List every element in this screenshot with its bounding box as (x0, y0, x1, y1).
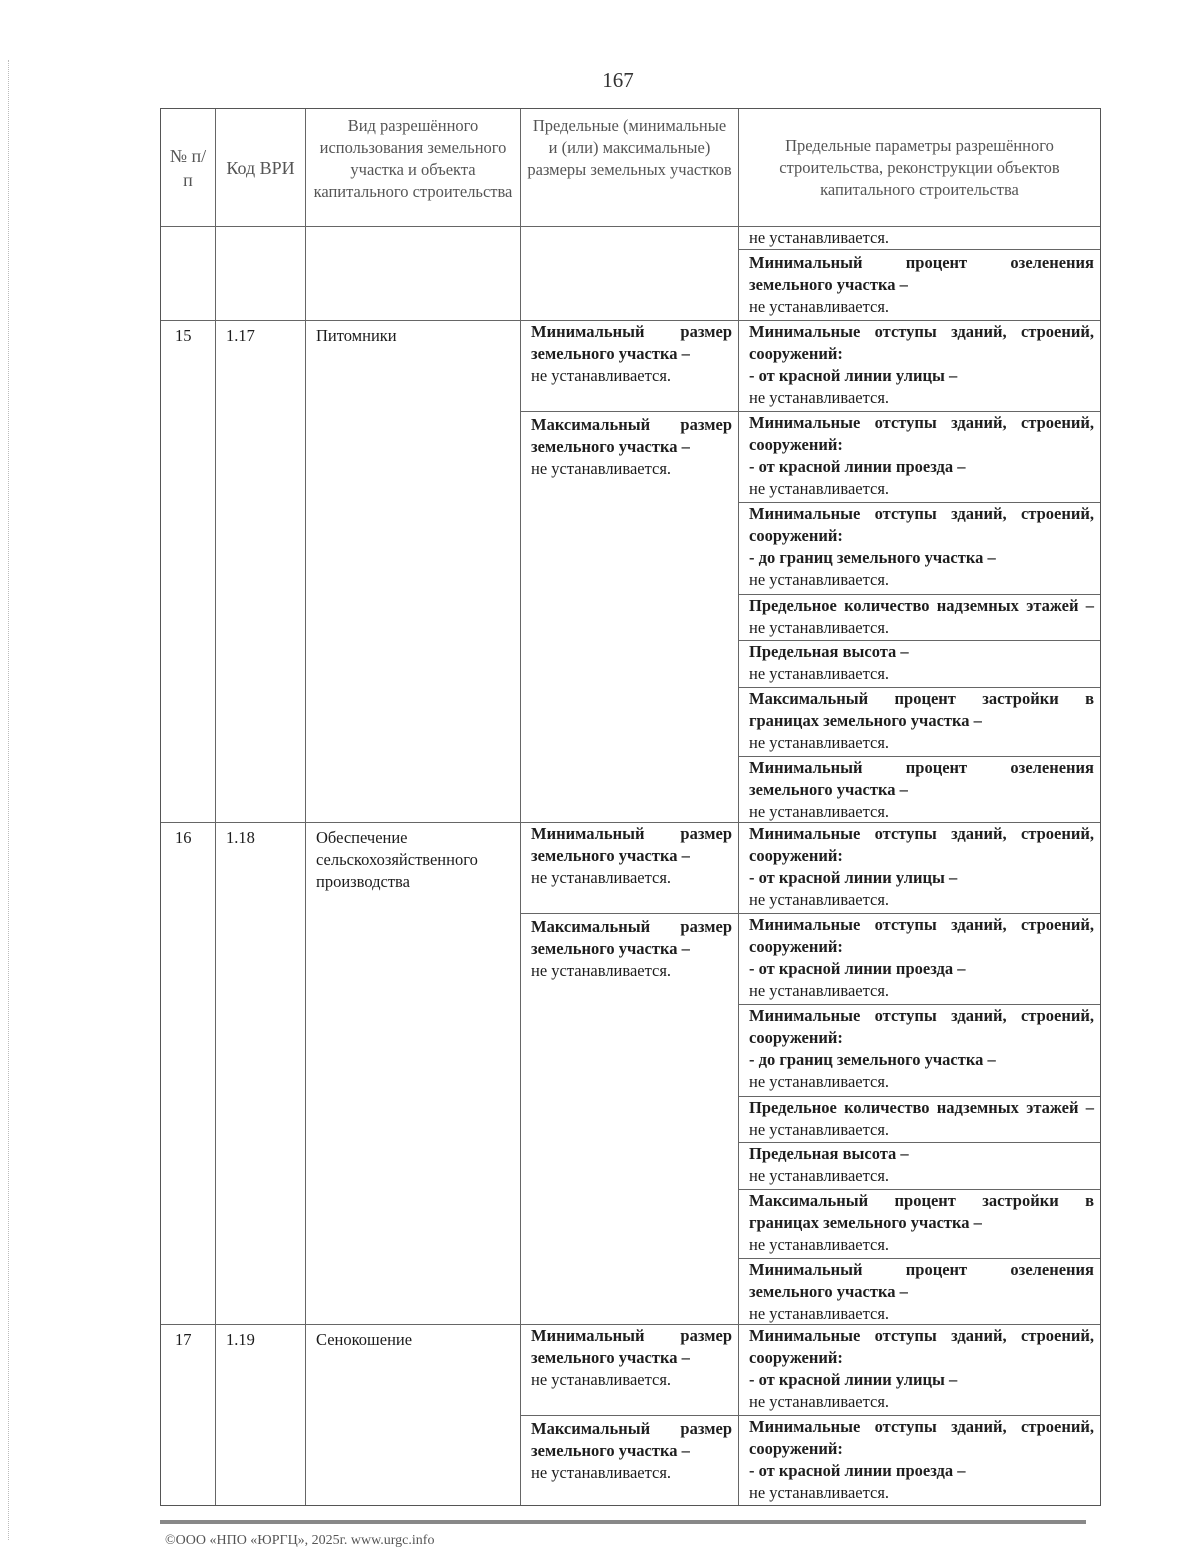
row-15-param-6 (739, 688, 1100, 757)
row-17-min-size-value: не устанавливается. (531, 1370, 672, 1389)
row-16-param-1 (739, 823, 1100, 914)
row-16-params-cell (739, 823, 1100, 1325)
header-code: Код ВРИ (216, 109, 306, 227)
row-16-param-6-label: Максимальный процент застройки в границах земельного участка – (749, 1191, 1094, 1232)
row-16-param-4-label: Предельное количество надземных этажей – (749, 1098, 1094, 1117)
footer-copyright: ©ООО «НПО «ЮРГЦ», 2025г. www.urgc.info (165, 1533, 435, 1548)
row-16-code: 1.18 (216, 823, 306, 1325)
header-params: Предельные параметры разрешённого строительства, реконструкции объектов капитального строительства (739, 109, 1100, 227)
row-16-param-6 (739, 1190, 1100, 1259)
header-size: Предельные (минимальные и (или) максимальные) размеры земельных участков (521, 109, 739, 227)
row-15-param-3-value: не устанавливается. (749, 570, 890, 589)
carry-params-cell (739, 227, 1100, 321)
row-15-max-size-label: Максимальный размер земельного участка – (531, 415, 732, 456)
row-17-param-1-label: Минимальные отступы зданий, строений, сооружений: (749, 1326, 1094, 1367)
row-15-num: 15 (161, 321, 216, 823)
row-15-param-4-value: не устанавливается. (749, 618, 890, 637)
row-15-param-1-line: - от красной линии улицы – (749, 366, 958, 385)
row-16-param-4-value: не устанавливается. (749, 1120, 890, 1139)
row-16-param-5-label: Предельная высота – (749, 1144, 909, 1163)
row-17-param-1 (739, 1325, 1100, 1416)
row-16-param-2-label: Минимальные отступы зданий, строений, сооружений: (749, 915, 1094, 956)
row-16-param-3-label: Минимальные отступы зданий, строений, сооружений: (749, 1006, 1094, 1047)
row-16-param-4 (739, 1097, 1100, 1143)
row-15-max-size (521, 412, 738, 480)
footer-rule (160, 1520, 1086, 1524)
row-16-param-5-value: не устанавливается. (749, 1166, 890, 1185)
row-15-params-cell (739, 321, 1100, 823)
row-16-param-1-label: Минимальные отступы зданий, строений, сооружений: (749, 824, 1094, 865)
row-15-param-4-label: Предельное количество надземных этажей – (749, 596, 1094, 615)
row-15-param-5-value: не устанавливается. (749, 664, 890, 683)
row-15-param-4 (739, 595, 1100, 641)
carry-code-cell (216, 227, 306, 321)
row-17-param-2 (739, 1416, 1100, 1504)
row-16-param-3 (739, 1005, 1100, 1097)
row-15-param-2-value: не устанавливается. (749, 479, 890, 498)
row-17-max-size-value: не устанавливается. (531, 1463, 672, 1482)
row-16-param-5 (739, 1143, 1100, 1190)
row-15-param-6-value: не устанавливается. (749, 733, 890, 752)
row-15-param-2-label: Минимальные отступы зданий, строений, сооружений: (749, 413, 1094, 454)
row-15-param-1 (739, 321, 1100, 412)
row-17-param-2-value: не устанавливается. (749, 1483, 890, 1502)
row-15-param-3-label: Минимальные отступы зданий, строений, сооружений: (749, 504, 1094, 545)
row-15-name: Питомники (306, 321, 521, 823)
scan-edge-marks (8, 60, 11, 1540)
row-16-param-7-label: Минимальный процент озеленения земельного участка – (749, 1260, 1094, 1301)
row-15-min-size-label: Минимальный размер земельного участка – (531, 322, 732, 363)
row-16-param-3-value: не устанавливается. (749, 1072, 890, 1091)
row-15-param-3 (739, 503, 1100, 595)
row-16-param-2-value: не устанавливается. (749, 981, 890, 1000)
row-16-param-2-line: - от красной линии проезда – (749, 959, 966, 978)
row-15-param-6-label: Максимальный процент застройки в границах земельного участка – (749, 689, 1094, 730)
row-16-param-1-line: - от красной линии улицы – (749, 868, 958, 887)
row-15-param-7 (739, 757, 1100, 823)
row-15-code: 1.17 (216, 321, 306, 823)
carry-num-cell (161, 227, 216, 321)
row-16-param-7-value: не устанавливается. (749, 1304, 890, 1323)
carry-param-1-text: не устанавливается. (749, 228, 890, 247)
regulations-table (160, 108, 1101, 1506)
row-17-num: 17 (161, 1325, 216, 1505)
row-16-param-6-value: не устанавливается. (749, 1235, 890, 1254)
carry-use-cell (306, 227, 521, 321)
row-16-param-1-value: не устанавливается. (749, 890, 890, 909)
row-16-min-size-value: не устанавливается. (531, 868, 672, 887)
row-15-param-7-label: Минимальный процент озеленения земельного участка – (749, 758, 1094, 799)
row-15-max-size-value: не устанавливается. (531, 459, 672, 478)
row-16-param-2 (739, 914, 1100, 1005)
row-17-min-size (521, 1325, 738, 1416)
row-17-params-cell (739, 1325, 1100, 1505)
row-16-min-size-label: Минимальный размер земельного участка – (531, 824, 732, 865)
row-16-size-cell (521, 823, 739, 1325)
row-15-min-size-value: не устанавливается. (531, 366, 672, 385)
carry-param-2-label: Минимальный процент озеленения земельного участка – (749, 253, 1094, 294)
row-15-param-7-value: не устанавливается. (749, 802, 890, 821)
header-use: Вид разрешённого использования земельного участка и объекта капитального строительства (306, 109, 521, 227)
row-17-code: 1.19 (216, 1325, 306, 1505)
row-15-min-size (521, 321, 738, 412)
row-15-param-1-value: не устанавливается. (749, 388, 890, 407)
carry-size-cell (521, 227, 739, 321)
header-num: № п/п (161, 109, 216, 227)
row-16-max-size-value: не устанавливается. (531, 961, 672, 980)
row-17-name: Сенокошение (306, 1325, 521, 1505)
row-17-param-2-label: Минимальные отступы зданий, строений, сооружений: (749, 1417, 1094, 1458)
row-16-min-size (521, 823, 738, 914)
row-15-param-5 (739, 641, 1100, 688)
row-17-max-size-label: Максимальный размер земельного участка – (531, 1419, 732, 1460)
row-17-param-2-line: - от красной линии проезда – (749, 1461, 966, 1480)
row-17-param-1-value: не устанавливается. (749, 1392, 890, 1411)
row-16-max-size (521, 914, 738, 982)
row-16-param-3-line: - до границ земельного участка – (749, 1050, 996, 1069)
row-15-size-cell (521, 321, 739, 823)
carry-param-2-value: не устанавливается. (749, 297, 890, 316)
row-17-max-size (521, 1416, 738, 1484)
row-15-param-5-label: Предельная высота – (749, 642, 909, 661)
row-16-max-size-label: Максимальный размер земельного участка – (531, 917, 732, 958)
row-17-min-size-label: Минимальный размер земельного участка – (531, 1326, 732, 1367)
row-16-param-7 (739, 1259, 1100, 1325)
row-15-param-2 (739, 412, 1100, 503)
page-number: 167 (602, 68, 634, 92)
row-15-param-1-label: Минимальные отступы зданий, строений, сооружений: (749, 322, 1094, 363)
carry-param-1 (739, 227, 1100, 250)
row-16-num: 16 (161, 823, 216, 1325)
row-15-param-3-line: - до границ земельного участка – (749, 548, 996, 567)
row-17-size-cell (521, 1325, 739, 1505)
row-16-name: Обеспечение сельскохозяйственного производства (306, 823, 521, 1325)
row-15-param-2-line: - от красной линии проезда – (749, 457, 966, 476)
row-17-param-1-line: - от красной линии улицы – (749, 1370, 958, 1389)
carry-param-2 (739, 250, 1100, 318)
